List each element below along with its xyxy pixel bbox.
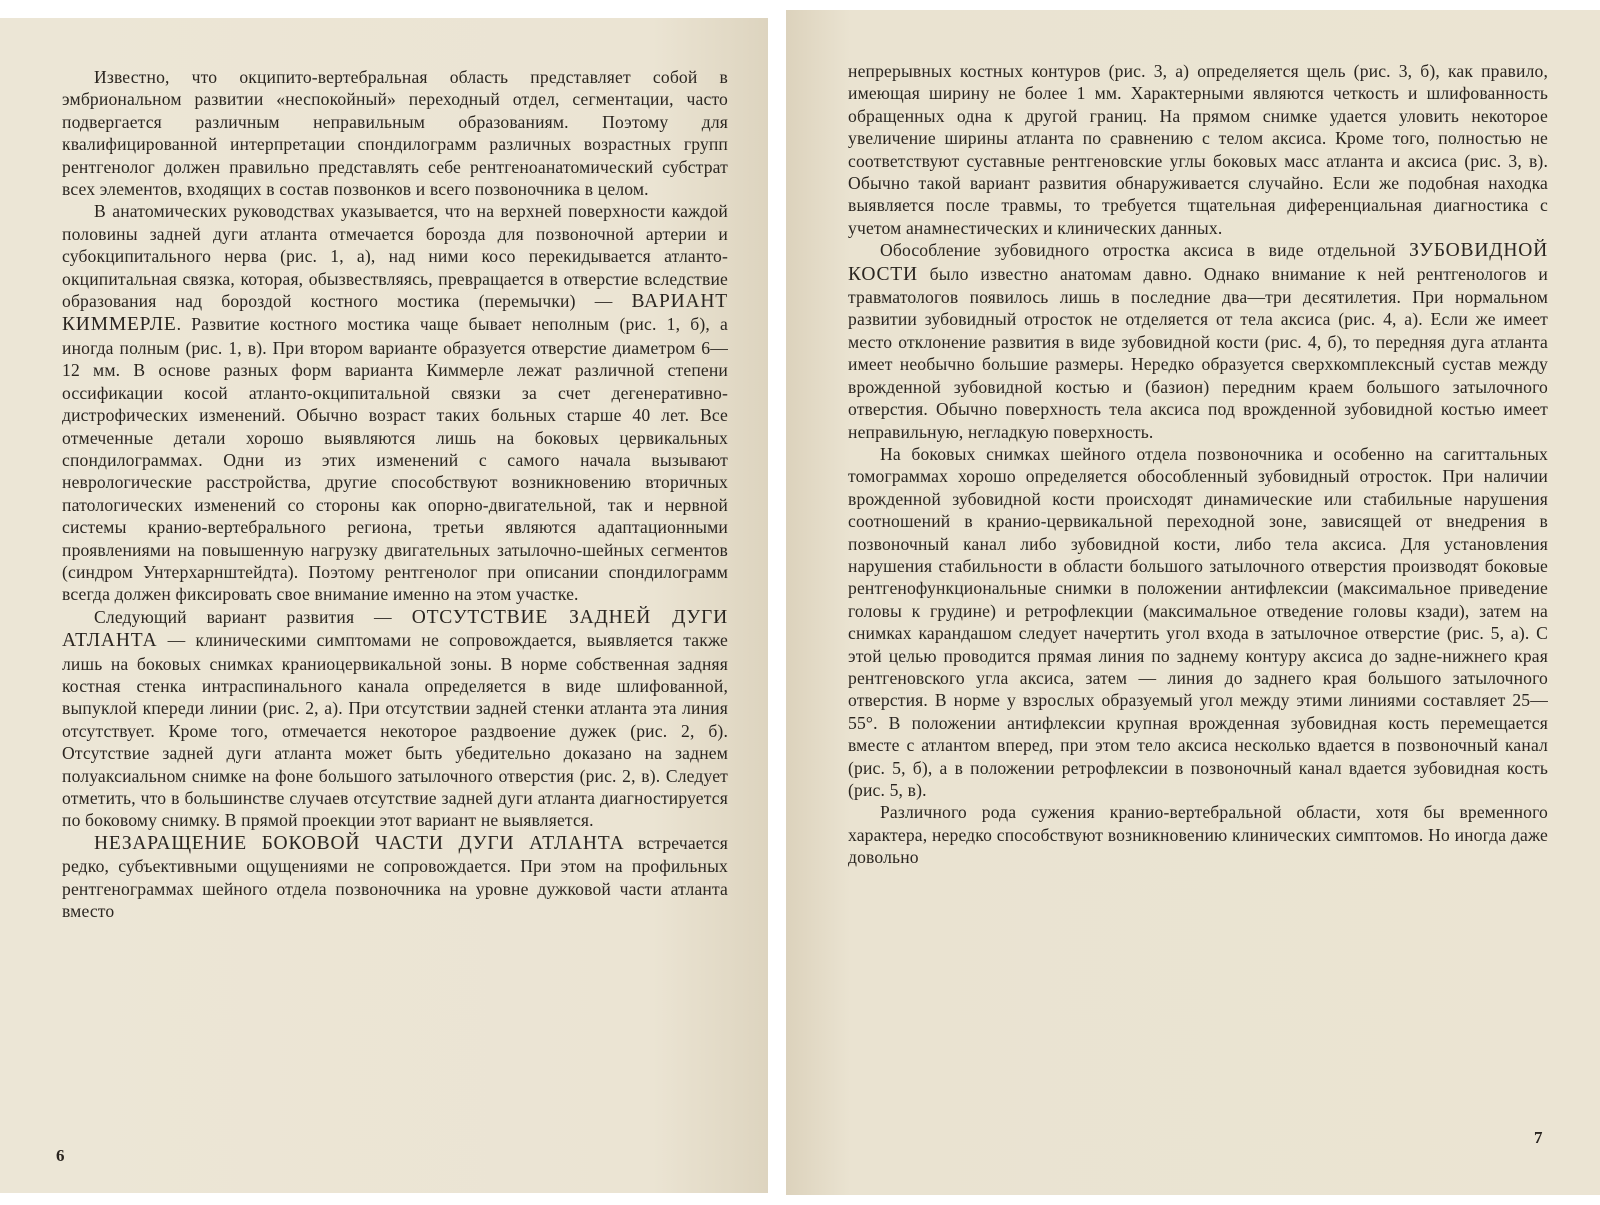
- paragraph: [62, 200, 728, 605]
- page-number-left: 6: [56, 1146, 65, 1165]
- paragraph: [848, 443, 1548, 802]
- book-gutter: [768, 0, 786, 1205]
- paragraph-text: На боковых снимках шейного отдела позвоночника и особенно на сагиттальных томограммах хорошо определяется обособленный зубовидный отросток. При наличии врожденной зубовидной кости происходят динамические или стабильные нарушения соотношений в кранио-цервикальной переходной зоне, зависящей от внедрения в позвоночный канал либо зубовидной кости, либо тела аксиса. Для установления нарушения стабильности в области большого затылочного отверстия производят боковые рентгенофункциональные снимки в положении антифлексии (максимальное приведение головы к грудине) и ретрофлекции (максимальное отведение головы кзади), затем на снимках карандашом следует начертить угол входа в затылочное отверстие (рис. 5, а). С этой целью проводится прямая линия по заднему контуру аксиса до задне-нижнего края рентгеновского угла аксиса, затем — линия до заднего края большого затылочного отверстия. В норме у взрослых образуемый угол между этими линиями составляет 25—55°. В положении антифлексии крупная врожденная зубовидная кость перемещается вместе с атлантом вперед, при этом тело аксиса несколько вдается в позвоночный канал (рис. 5, б), а в положении ретрофлексии в позвоночный канал вдается зубовидная кость (рис. 5, в).: [848, 443, 1548, 800]
- paragraph-text: было известно анатомам давно. Однако внимание к ней рентгенологов и травматологов появилось лишь в последние два—три десятилетия. При нормальном развитии зубовидный отросток не отделяется от тела аксиса (рис. 4, а). Если же имеет место отклонение развития в виде зубовидной кости (рис. 4, б), то передняя дуга атланта имеет необычно большие размеры. Нередко образуется сверхкомплексный сустав между врожденной зубовидной костью и (базион) передним краем большого затылочного отверстия. Обычно поверхность тела аксиса под врожденной зубовидной костью имеет неправильную, негладкую поверхность.: [848, 263, 1548, 442]
- left-page: [0, 18, 768, 1193]
- paragraph-text: Обособление зубовидного отростка аксиса в виде отдельной: [880, 240, 1410, 261]
- paragraph: [62, 832, 728, 923]
- section-heading-caps: ОТСУТСТВИЕ ЗАДНЕЙ ДУГИ АТЛАНТА: [62, 606, 728, 652]
- section-heading-caps: НЕЗАРАЩЕНИЕ БОКОВОЙ ЧАСТИ ДУГИ АТЛАНТА: [94, 832, 625, 854]
- paragraph: [62, 606, 728, 832]
- paragraph-text: — клиническими симптомами не сопровождается, выявляется также лишь на боковых снимках краниоцервикальной зоны. В норме собственная задняя костная стенка интраспинального канала определяется в виде шлифованной, выпуклой кпереди линии (рис. 2, а). При отсутствии задней стенки атланта эта линия отсутствует. Кроме того, отмечается некоторое раздвоение дужек (рис. 2, б). Отсутствие задней дуги атланта может быть убедительно доказано на заднем полуаксиальном снимке на фоне большого затылочного отверстия (рис. 2, в). Следует отметить, что в большинстве случаев отсутствие задней дуги атланта диагностируется по боковому снимку. В прямой проекции этот вариант не выявляется.: [62, 630, 728, 831]
- paragraph-text: В анатомических руководствах указывается, что на верхней поверхности каждой половины задней дуги атланта отмечается борозда для позвоночной артерии и субокципитального нерва (рис. 1, а), над ними косо перекидывается атланто-окципитальная связка, которая, обызвествляясь, превращается в отверстие вследствие образования над бороздой костного мостика (перемычки) —: [62, 201, 728, 312]
- paragraph: [848, 801, 1548, 868]
- paragraph: [62, 66, 728, 200]
- paragraph-text: встречается редко, субъективными ощущениями не сопровождается. При этом на профильных рентгенограммах шейного отдела позвоночника на уровне дужковой части атланта вместо: [62, 832, 728, 922]
- right-page: [786, 10, 1600, 1195]
- paragraph: [848, 60, 1548, 239]
- paragraph-text: Следующий вариант развития —: [94, 606, 412, 627]
- paragraph: [848, 239, 1548, 443]
- left-page-text: [62, 66, 728, 922]
- paragraph-text: Известно, что окципито-вертебральная область представляет собой в эмбриональном развитии «неспокойный» переходный отдел, сегментации, часто подвергается различным неправильным образованиям. Поэтому для квалифицированной интерпретации спондилограмм различных возрастных групп рентгенолог должен правильно представлять себе рентгеноанатомический субстрат всех элементов, входящих в состав позвонков и всего позвоночника в целом.: [62, 67, 728, 200]
- paragraph-text: Различного рода сужения кранио-вертебральной области, хотя бы временного характера, нередко способствуют возникновению клинических симптомов. Но иногда даже довольно: [848, 802, 1548, 868]
- paragraph-text: . Развитие костного мостика чаще бывает неполным (рис. 1, б), а иногда полным (рис. 1, в). При втором варианте образуется отверстие диаметром 6—12 мм. В основе разных форм варианта Киммерле лежат различной степени оссификации косой атланто-окципитальной связки за счет дегенеративно-дистрофических изменений. Обычно возраст таких больных старше 40 лет. Все отмеченные детали хорошо выявляются лишь на боковых цервикальных спондилограммах. Одни из этих изменений с самого начала вызывают неврологические расстройства, другие способствуют возникновению вторичных патологических изменений со стороны как опорно-двигательной, так и нервной системы кранио-вертебрального региона, третьи являются адаптационными проявлениями на повышенную нагрузку двигательных затылочно-шейных сегментов (синдром Унтерхарнштейдта). Поэтому рентгенолог при описании спондилограмм всегда должен фиксировать свое внимание именно на этом участке.: [62, 314, 728, 605]
- right-page-text: [848, 60, 1548, 869]
- section-heading-caps: ЗУБОВИДНОЙ КОСТИ: [848, 240, 1548, 285]
- paragraph-text: непрерывных костных контуров (рис. 3, а) определяется щель (рис. 3, б), как правило, имеющая ширину не более 1 мм. Характерными являются четкость и шлифованность обращенных одна к другой границ. На прямом снимке удается уловить некоторое увеличение ширины атланта по сравнению с телом аксиса. Кроме того, полностью не соответствуют суставные рентгеновские углы боковых масс атланта и аксиса (рис. 3, в). Обычно такой вариант развития обнаруживается случайно. Если же подобная находка выявляется после травмы, то требуется тщательная диференциальная диагностика с учетом анамнестических и клинических данных.: [848, 61, 1548, 238]
- section-heading-caps: ВАРИАНТ КИММЕРЛЕ: [62, 291, 728, 336]
- page-number-right: 7: [1534, 1128, 1543, 1147]
